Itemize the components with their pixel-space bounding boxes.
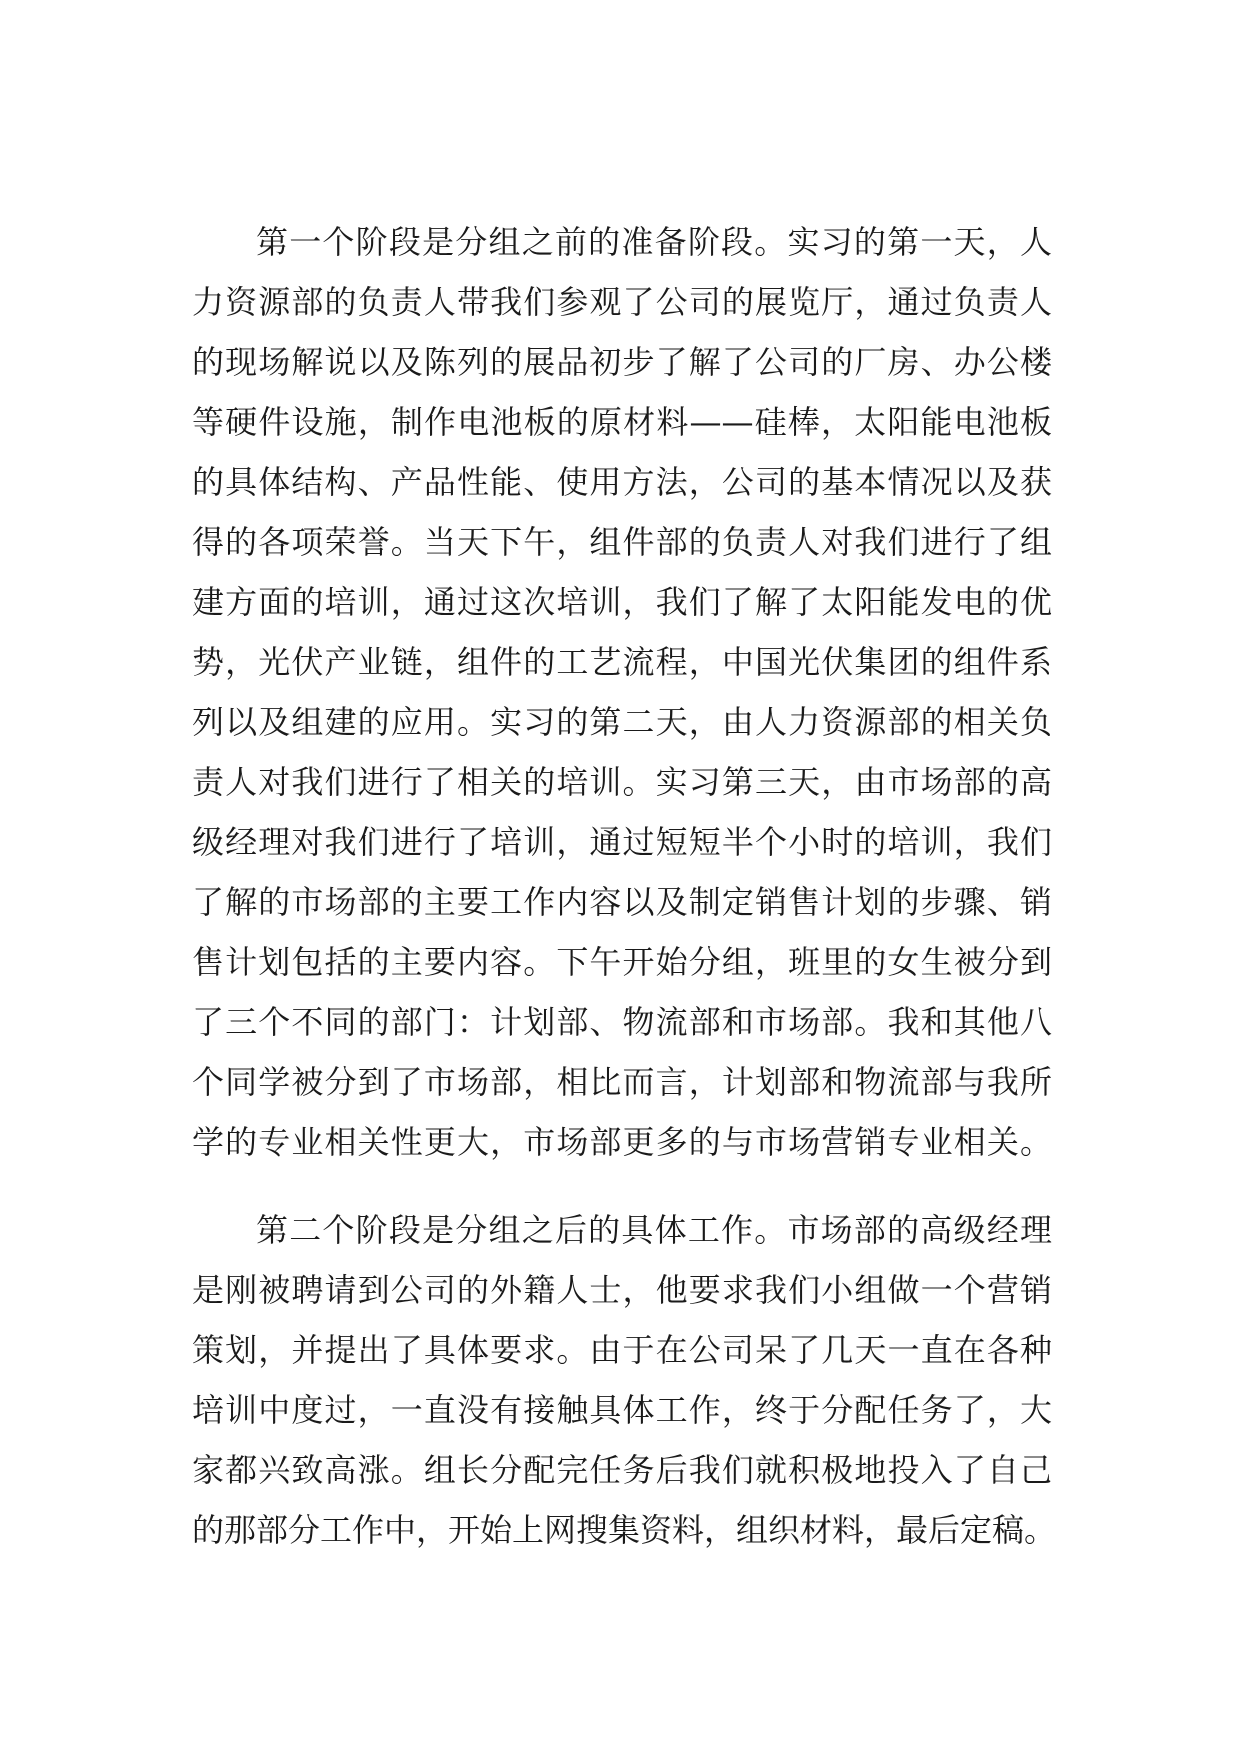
paragraph-line: 第一个阶段是分组之前的准备阶段。实习的第一天，人 — [256, 223, 1052, 261]
paragraph-line: 培训中度过，一直没有接触具体工作，终于分配任务了，大 — [192, 1391, 1052, 1429]
paragraph-line: 学的专业相关性更大，市场部更多的与市场营销专业相关。 — [192, 1123, 1052, 1161]
paragraph-line: 列以及组建的应用。实习的第二天，由人力资源部的相关负 — [192, 703, 1052, 741]
paragraph-line: 个同学被分到了市场部，相比而言，计划部和物流部与我所 — [192, 1063, 1052, 1101]
paragraph-line: 家都兴致高涨。组长分配完任务后我们就积极地投入了自己 — [192, 1451, 1052, 1489]
paragraph-line: 的具体结构、产品性能、使用方法，公司的基本情况以及获 — [192, 463, 1052, 501]
paragraph-stage-one — [192, 212, 1052, 1172]
paragraph-line: 力资源部的负责人带我们参观了公司的展览厅，通过负责人 — [192, 283, 1052, 321]
paragraph-stage-two — [192, 1200, 1057, 1560]
paragraph-line: 策划，并提出了具体要求。由于在公司呆了几天一直在各种 — [192, 1331, 1052, 1369]
paragraph-line: 是刚被聘请到公司的外籍人士，他要求我们小组做一个营销 — [192, 1271, 1052, 1309]
paragraph-line: 的现场解说以及陈列的展品初步了解了公司的厂房、办公楼 — [192, 343, 1052, 381]
paragraph-line: 的那部分工作中，开始上网搜集资料，组织材料，最后定稿。 — [192, 1511, 1057, 1549]
paragraph-line: 售计划包括的主要内容。下午开始分组，班里的女生被分到 — [192, 943, 1052, 981]
paragraph-line: 责人对我们进行了相关的培训。实习第三天，由市场部的高 — [192, 763, 1052, 801]
paragraph-line: 级经理对我们进行了培训，通过短短半个小时的培训，我们 — [192, 823, 1052, 861]
paragraph-line: 建方面的培训，通过这次培训，我们了解了太阳能发电的优 — [192, 583, 1052, 621]
paragraph-line: 得的各项荣誉。当天下午，组件部的负责人对我们进行了组 — [192, 523, 1052, 561]
paragraph-line: 了三个不同的部门：计划部、物流部和市场部。我和其他八 — [192, 1003, 1052, 1041]
paragraph-line: 等硬件设施，制作电池板的原材料——硅棒，太阳能电池板 — [192, 403, 1052, 441]
paragraph-line: 了解的市场部的主要工作内容以及制定销售计划的步骤、销 — [192, 883, 1052, 921]
paragraph-line: 势，光伏产业链，组件的工艺流程，中国光伏集团的组件系 — [192, 643, 1052, 681]
paragraph-line: 第二个阶段是分组之后的具体工作。市场部的高级经理 — [256, 1211, 1052, 1249]
